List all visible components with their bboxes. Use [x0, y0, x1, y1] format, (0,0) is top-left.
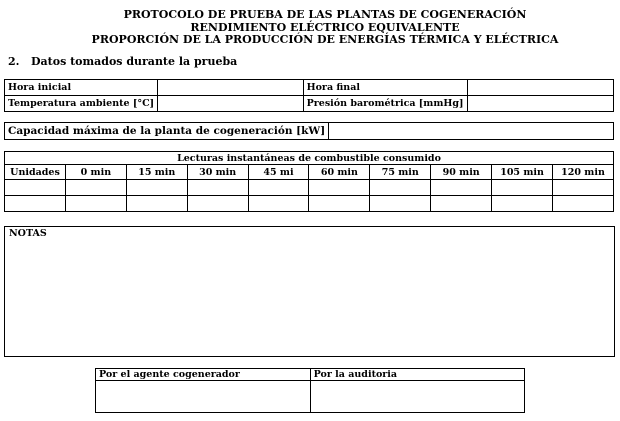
- ambient-temp-field[interactable]: [158, 96, 303, 112]
- section-number: 2.: [8, 55, 20, 68]
- test-info-table: [4, 79, 614, 112]
- column-header-90-min: 90 min: [431, 165, 492, 180]
- reading-cell[interactable]: [5, 196, 66, 212]
- reading-cell[interactable]: [65, 196, 126, 212]
- capacity-table: [4, 122, 614, 140]
- pressure-field[interactable]: [467, 96, 613, 112]
- column-header-105-min: 105 min: [492, 165, 553, 180]
- reading-cell[interactable]: [309, 180, 370, 196]
- reading-cell[interactable]: [370, 180, 431, 196]
- document-title-line-2: RENDIMIENTO ELÉCTRICO EQUIVALENTE: [190, 21, 460, 34]
- reading-cell[interactable]: [187, 196, 248, 212]
- capacity-field[interactable]: [329, 123, 614, 140]
- signature-table: [95, 368, 525, 413]
- fuel-readings-row: [5, 180, 614, 196]
- notes-label: NOTAS: [9, 228, 47, 239]
- fuel-readings-row: [5, 196, 614, 212]
- end-time-field[interactable]: [467, 80, 613, 96]
- start-time-field[interactable]: [158, 80, 303, 96]
- start-time-label: Hora inicial: [5, 80, 158, 96]
- column-header-120-min: 120 min: [553, 165, 614, 180]
- reading-cell[interactable]: [187, 180, 248, 196]
- reading-cell[interactable]: [431, 196, 492, 212]
- capacity-label: Capacidad máxima de la planta de cogeneración [kW]: [5, 123, 329, 140]
- column-header-45-min: 45 mi: [248, 165, 309, 180]
- ambient-temp-label: Temperatura ambiente [°C]: [5, 96, 158, 112]
- reading-cell[interactable]: [553, 180, 614, 196]
- reading-cell[interactable]: [126, 196, 187, 212]
- agent-signature-label: Por el agente cogenerador: [96, 369, 311, 381]
- pressure-label: Presión barométrica [mmHg]: [303, 96, 467, 112]
- reading-cell[interactable]: [248, 180, 309, 196]
- document-title-line-3: PROPORCIÓN DE LA PRODUCCIÓN DE ENERGÍAS TÉRMICA Y ELÉCTRICA: [91, 33, 559, 46]
- column-header-units: Unidades: [5, 165, 66, 180]
- reading-cell[interactable]: [248, 196, 309, 212]
- agent-signature-field[interactable]: [96, 381, 311, 413]
- notes-box[interactable]: [4, 226, 615, 357]
- reading-cell[interactable]: [492, 196, 553, 212]
- section-title: Datos tomados durante la prueba: [30, 55, 238, 68]
- fuel-readings-title: Lecturas instantáneas de combustible consumido: [5, 152, 614, 165]
- column-header-60-min: 60 min: [309, 165, 370, 180]
- reading-cell[interactable]: [65, 180, 126, 196]
- section-heading: [8, 55, 237, 68]
- column-header-0-min: 0 min: [65, 165, 126, 180]
- reading-cell[interactable]: [553, 196, 614, 212]
- column-header-30-min: 30 min: [187, 165, 248, 180]
- reading-cell[interactable]: [309, 196, 370, 212]
- audit-signature-field[interactable]: [310, 381, 524, 413]
- column-header-15-min: 15 min: [126, 165, 187, 180]
- end-time-label: Hora final: [303, 80, 467, 96]
- document-title-line-1: PROTOCOLO DE PRUEBA DE LAS PLANTAS DE COGENERACIÓN: [123, 8, 527, 21]
- reading-cell[interactable]: [5, 180, 66, 196]
- reading-cell[interactable]: [370, 196, 431, 212]
- fuel-readings-table: [4, 151, 614, 212]
- reading-cell[interactable]: [431, 180, 492, 196]
- audit-signature-label: Por la auditoria: [310, 369, 524, 381]
- reading-cell[interactable]: [492, 180, 553, 196]
- reading-cell[interactable]: [126, 180, 187, 196]
- column-header-75-min: 75 min: [370, 165, 431, 180]
